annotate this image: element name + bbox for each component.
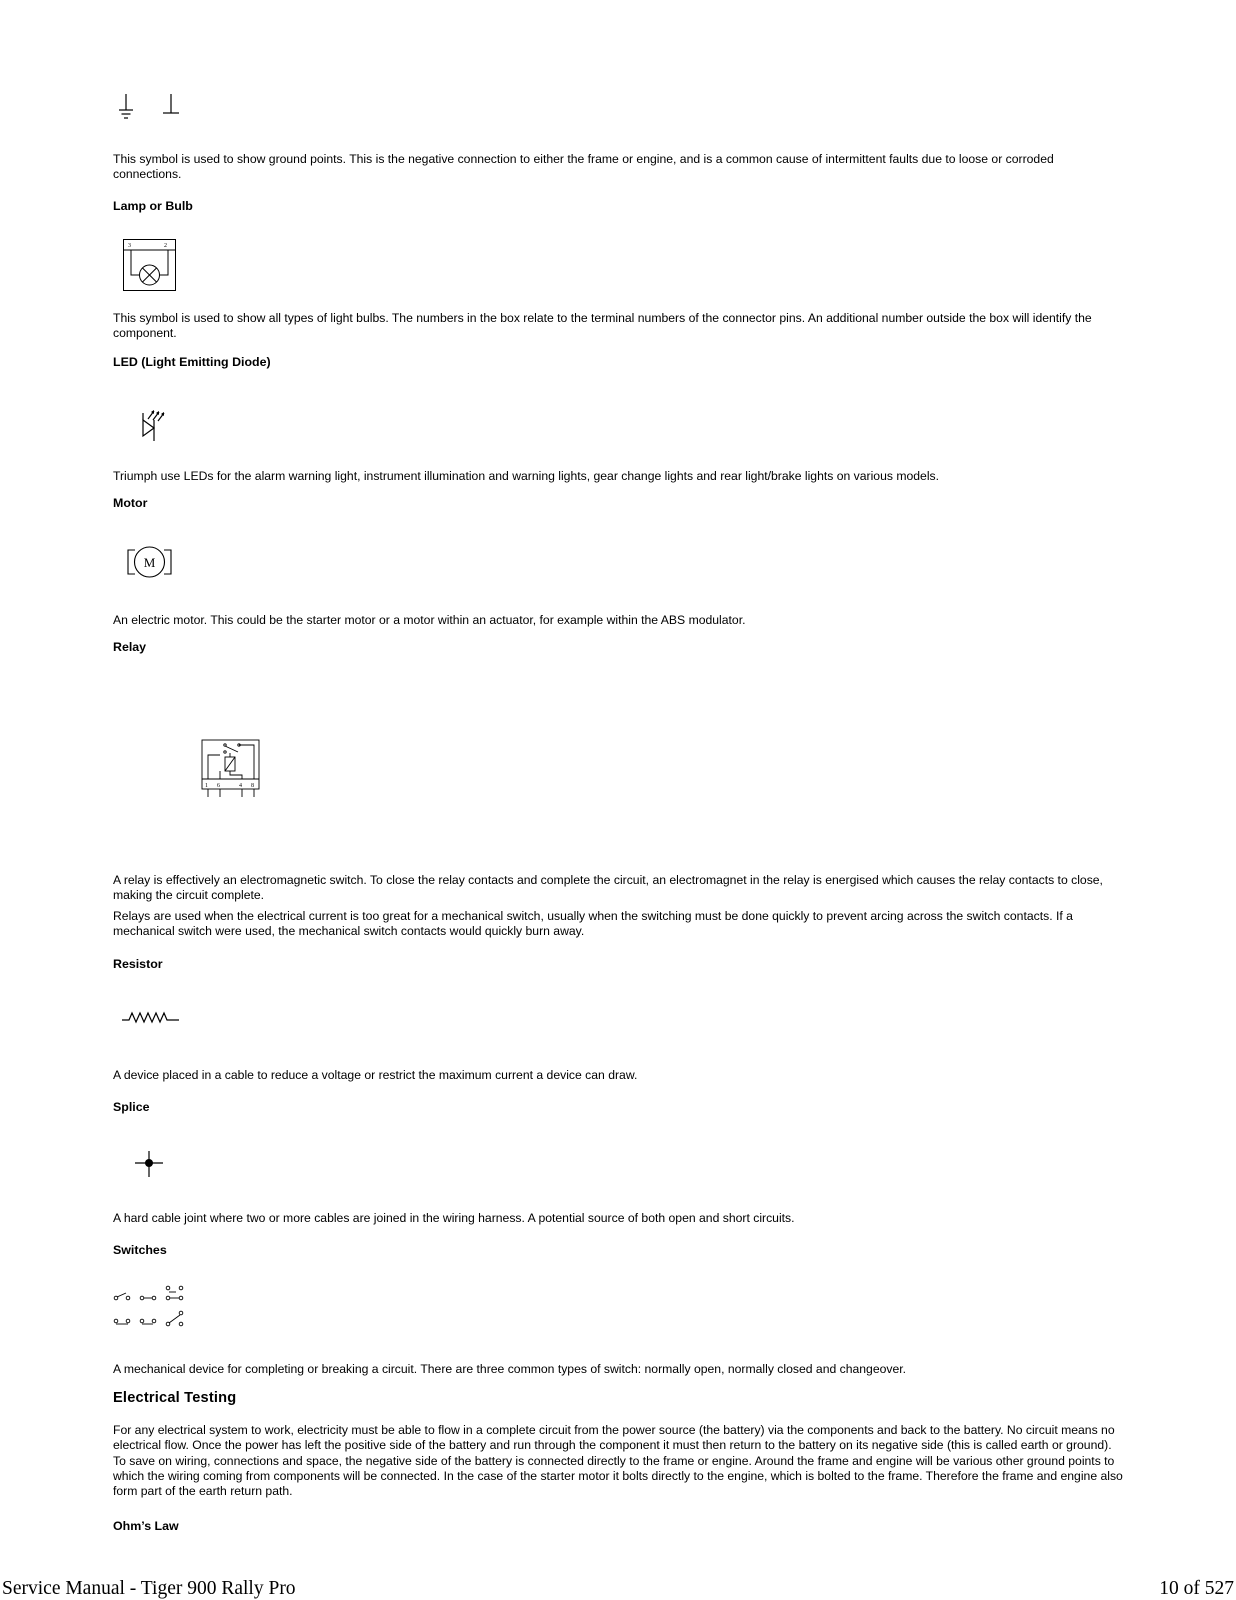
splice-description: A hard cable joint where two or more cables are joined in the wiring harness. A potential source of both open and short circuits. xyxy=(113,1211,795,1225)
motor-description: An electric motor. This could be the starter motor or a motor within an actuator, for example within the ABS modulator. xyxy=(113,613,746,627)
splice-icon xyxy=(134,1150,166,1180)
motor-letter: M xyxy=(143,555,156,570)
switches-heading: Switches xyxy=(113,1243,167,1257)
motor-heading: Motor xyxy=(113,496,148,510)
relay-pin-1: 1 xyxy=(205,783,208,789)
lamp-terminal-3: 3 xyxy=(128,243,131,249)
splice-heading: Splice xyxy=(113,1100,150,1114)
relay-pin-8: 8 xyxy=(251,783,254,789)
motor-icon xyxy=(126,546,176,580)
switches-description: A mechanical device for completing or breaking a circuit. There are three common types of switch: normally open, normally closed and changeover. xyxy=(113,1362,907,1376)
switches-icon xyxy=(113,1284,193,1332)
relay-pin-6: 6 xyxy=(217,783,220,789)
resistor-icon xyxy=(121,1009,181,1025)
resistor-heading: Resistor xyxy=(113,957,163,971)
lamp-bulb-icon xyxy=(123,239,179,293)
relay-pin-4: 4 xyxy=(239,783,242,789)
lamp-terminal-2: 2 xyxy=(164,243,167,249)
footer-page-number: 10 of 527 xyxy=(1159,1578,1234,1599)
electrical-testing-description: For any electrical system to work, electricity must be able to flow in a complete circuit from the power source (the battery) via the components and back to the battery. No circuit means no electrical flow. Once the power has left the positive side of the battery and run through the component it must then return to the battery on its negative side (this is called earth or ground). To save on wiring, connections and space, the negative side of the battery is connected directly to the frame or engine. Around the frame and engine will be various other ground points to which the wiring coming from components will be connected. In the case of the starter motor it bolts directly to the engine, which is bolted to the frame. Therefore the frame and engine also form part of the earth return path. xyxy=(113,1423,1123,1499)
lamp-heading: Lamp or Bulb xyxy=(113,199,193,213)
ohms-law-heading: Ohm’s Law xyxy=(113,1519,179,1533)
ground-description: This symbol is used to show ground points. This is the negative connection to either the frame or engine, and is a common cause of intermittent faults due to loose or corroded connections. xyxy=(113,152,1054,182)
relay-heading: Relay xyxy=(113,640,147,654)
relay-icon xyxy=(201,739,265,801)
electrical-testing-heading: Electrical Testing xyxy=(113,1390,237,1406)
lamp-description: This symbol is used to show all types of light bulbs. The numbers in the box relate to the terminal numbers of the connector pins. An additional number outside the box will identify the component. xyxy=(113,311,1092,341)
led-description: Triumph use LEDs for the alarm warning light, instrument illumination and warning lights, gear change lights and rear light/brake lights on various models. xyxy=(113,469,940,483)
led-diode-icon xyxy=(138,408,170,442)
footer-title: Service Manual - Tiger 900 Rally Pro xyxy=(2,1578,296,1599)
relay-description-1: A relay is effectively an electromagnetic switch. To close the relay contacts and complete the circuit, an electromagnet in the relay is energised which causes the relay contacts to close, making the circuit complete. xyxy=(113,873,1103,903)
resistor-description: A device placed in a cable to reduce a voltage or restrict the maximum current a device can draw. xyxy=(113,1068,638,1082)
ground-symbol-icon xyxy=(116,92,186,126)
relay-description-2: Relays are used when the electrical current is too great for a mechanical switch, usually when the switching must be done quickly to prevent arcing across the switch contacts. If a mechanical switch were used, the mechanical switch contacts would quickly burn away. xyxy=(113,909,1073,939)
led-heading: LED (Light Emitting Diode) xyxy=(113,355,271,369)
